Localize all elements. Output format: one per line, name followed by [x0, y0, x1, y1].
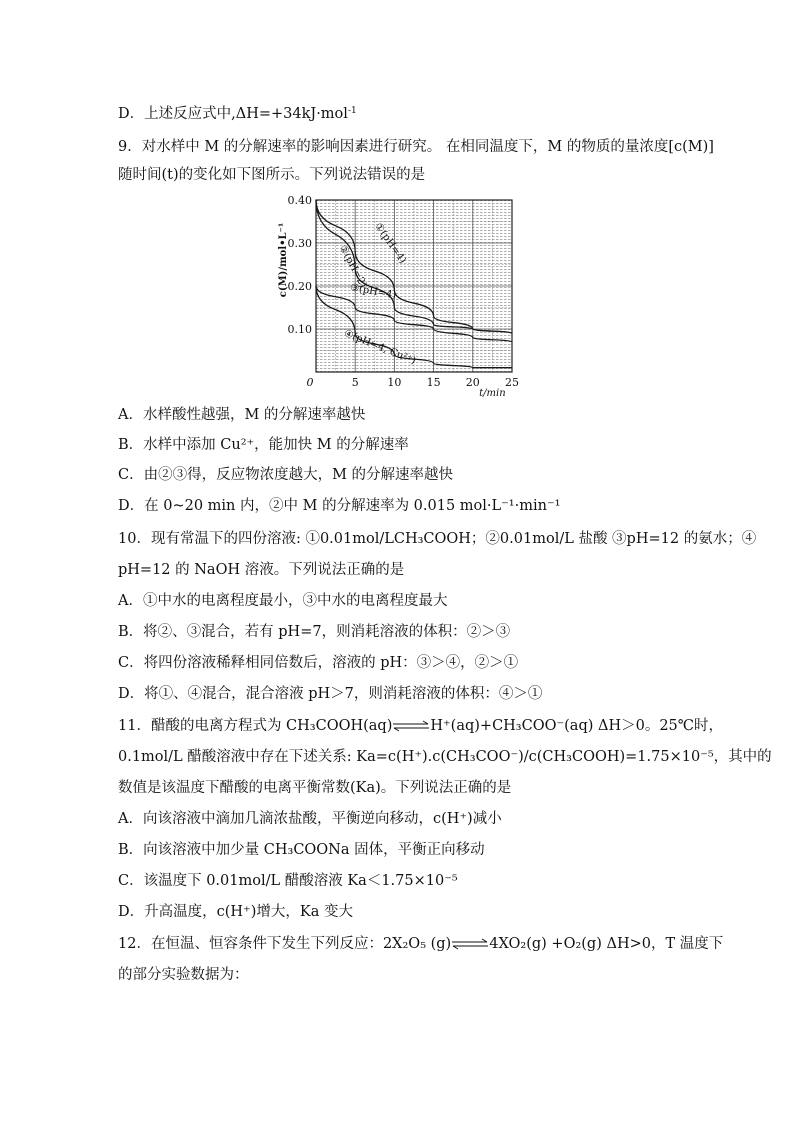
chart-svg	[276, 190, 520, 400]
text-line-q9A	[118, 406, 365, 424]
text-line-q12b	[118, 966, 249, 984]
text-line-content: C．将四份溶液稀释相同倍数后，溶液的 pH：③＞④，②＞①	[118, 655, 519, 671]
text-line-q10b	[118, 561, 404, 579]
text-line-content: A．水样酸性越强，M 的分解速率越快	[118, 407, 366, 423]
equilibrium-arrow-icon	[392, 720, 430, 732]
text-line-content: 数值是该温度下醋酸的电离平衡常数(Ka)。下列说法正确的是	[118, 780, 512, 796]
text-line-q11C	[118, 872, 458, 890]
text-line-content: 9．对水样中 M 的分解速率的影响因素进行研究。 在相同温度下，M 的物质的量浓度[c(M)]	[118, 139, 714, 155]
text-line-content: A．①中水的电离程度最小，③中水的电离程度最大	[118, 593, 448, 609]
series-label-1: ①(pH=4)	[372, 221, 409, 266]
x-tick-label: 10	[387, 376, 402, 389]
text-line-q8d	[118, 102, 357, 123]
series-label-2: ②(pH=2)	[336, 243, 369, 290]
text-line-content: D．在 0~20 min 内，②中 M 的分解速率为 0.015 mol·L⁻¹·min⁻¹	[118, 498, 561, 514]
text-line-content: A．向该溶液中滴加几滴浓盐酸，平衡逆向移动，c(H⁺)减小	[118, 811, 502, 827]
series-label-4: ④(pH=4, Cu²⁺)	[342, 328, 418, 367]
text-line-content: B．水样中添加 Cu²⁺，能加快 M 的分解速率	[118, 437, 409, 453]
text-line-q11b	[118, 748, 772, 766]
x-tick-label: 0	[306, 376, 314, 389]
text-line-content: B．将②、③混合，若有 pH=7，则消耗溶液的体积：②＞③	[118, 624, 511, 640]
text-line-q9C	[118, 466, 453, 484]
text-line-content: 0.1mol/L 醋酸溶液中存在下述关系: Ka=c(H⁺).c(CH₃COO⁻)/c(CH₃COOH)=1.75×10⁻⁵，其中的	[118, 749, 772, 765]
text-line-q11A	[118, 810, 502, 828]
text-line-q10B	[118, 623, 510, 641]
text-line-q9D	[118, 497, 560, 515]
text-line-content: C．由②③得，反应物浓度越大，M 的分解速率越快	[118, 467, 454, 483]
superscript: -1	[347, 106, 357, 116]
text-line-content: D．升高温度，c(H⁺)增大，Ka 变大	[118, 904, 353, 920]
equation-right: H⁺(aq)+CH₃COO⁻(aq) ΔH＞0。25℃时，	[430, 718, 724, 734]
x-tick-label: 25	[505, 376, 519, 389]
text-line-content: B．向该溶液中加少量 CH₃COONa 固体，平衡正向移动	[118, 842, 485, 858]
text-line-q9b	[118, 166, 425, 184]
text-line-q10A	[118, 592, 447, 610]
x-axis-label: t/min	[479, 388, 506, 399]
text-line-q11c	[118, 779, 511, 797]
concentration-time-chart	[276, 190, 520, 400]
y-tick-label: 0.30	[287, 237, 312, 250]
text-line-content: 的部分实验数据为：	[118, 967, 249, 983]
equation-right: 4XO₂(g) +O₂(g) ΔH>0，T 温度下	[489, 936, 724, 952]
question-11-line-1	[118, 717, 723, 735]
text-line-q9a	[118, 138, 714, 156]
text-line-q10D	[118, 685, 542, 703]
series-label-3: ③(pH=4)	[349, 282, 398, 302]
question-12-line-1	[118, 935, 723, 953]
y-tick-label: 0.20	[287, 280, 312, 293]
text-line-content: 随时间(t)的变化如下图所示。下列说法错误的是	[118, 167, 426, 183]
x-tick-label: 20	[465, 376, 480, 389]
equation-left: 12．在恒温、恒容条件下发生下列反应：2X₂O₅ (g)	[118, 936, 452, 952]
equilibrium-arrow-icon	[451, 938, 489, 950]
x-tick-label: 5	[351, 376, 359, 389]
y-axis-label: c(M)/mol•L⁻¹	[278, 222, 289, 298]
text-line-q10C	[118, 654, 518, 672]
text-line-content: D．上述反应式中,ΔH=+34kJ·mol	[118, 106, 348, 122]
text-line-content: pH=12 的 NaOH 溶液。下列说法正确的是	[118, 562, 405, 578]
text-line-q11D	[118, 903, 353, 921]
equation-left: 11．醋酸的电离方程式为 CH₃COOH(aq)	[118, 718, 393, 734]
y-tick-label: 0.40	[287, 194, 312, 207]
text-line-content: D．将①、④混合，混合溶液 pH＞7，则消耗溶液的体积：④＞①	[118, 686, 543, 702]
x-tick-label: 15	[426, 376, 441, 389]
text-line-content: 10．现有常温下的四份溶液: ①0.01mol/LCH₃COOH；②0.01mol/L 盐酸 ③pH=12 的氨水；④	[118, 531, 757, 547]
text-line-content: C．该温度下 0.01mol/L 醋酸溶液 Ka＜1.75×10⁻⁵	[118, 873, 458, 889]
y-tick-label: 0.10	[287, 323, 312, 336]
text-line-q9B	[118, 436, 409, 454]
text-line-q11B	[118, 841, 485, 859]
text-line-q10a	[118, 530, 756, 548]
